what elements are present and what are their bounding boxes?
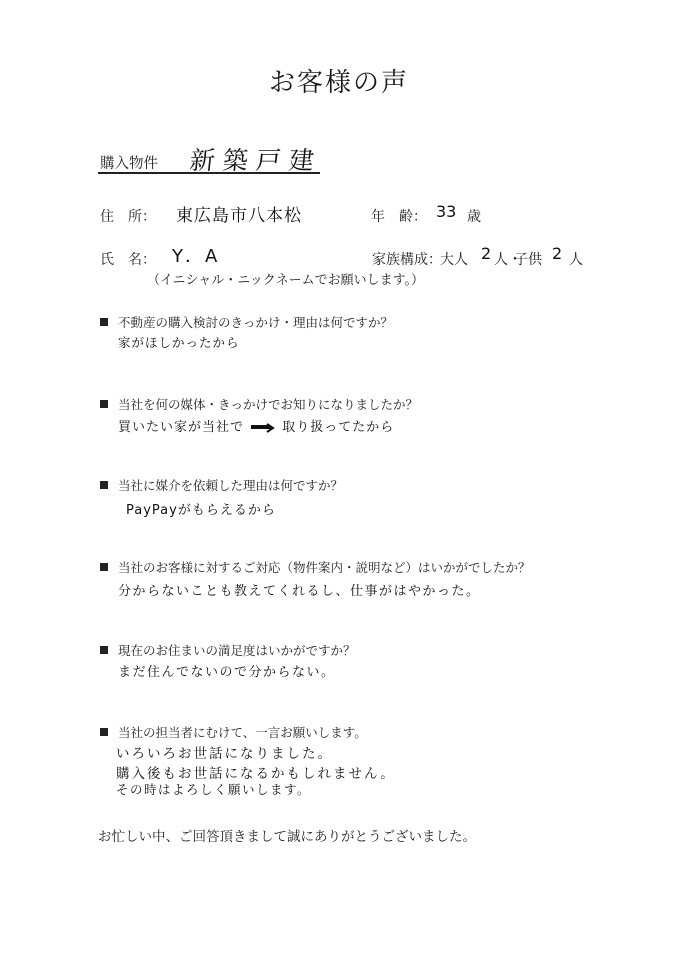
answer-2 [118,416,394,435]
name-note: （イニシャル・ニックネームでお願いします。） [147,273,425,288]
name-label: 氏 名： [100,252,156,268]
answer-3: PayPayがもらえるから [126,503,276,518]
bullet-square [100,563,108,571]
family-adults-unit: 人・ [494,252,522,268]
property-value: 新築戸建 [188,146,324,175]
bullet-square [100,400,108,408]
family-children-unit: 人 [569,252,583,268]
question-5: 現在のお住まいの満足度はいかがですか？ [100,641,356,659]
page-title: お客様の声 [268,68,409,98]
question-4: 当社のお客様に対するご対応（物件案内・説明など）はいかがでしたか？ [100,558,531,576]
question-1: 不動産の購入検討のきっかけ・理由は何ですか？ [100,313,393,331]
question-2: 当社を何の媒体・きっかけでお知りになりましたか？ [100,395,418,413]
answer-4: 分からないことも教えてくれるし、仕事がはやかった。 [118,584,481,599]
name-value: Y．A [172,246,220,267]
address-value: 東広島市八本松 [176,206,302,226]
question-6: 当社の担当者にむけて、一言お願いします。 [100,723,367,741]
answer-1: 家がほしかったから [118,335,240,350]
property-underline [98,172,320,174]
address-label: 住 所： [100,209,156,225]
bullet-square [100,646,108,654]
age-unit: 歳 [467,209,481,225]
family-label: 家族構成： [372,252,442,268]
closing-message: お忙しい中、ご回答頂きまして誠にありがとうございました。 [98,829,476,845]
age-value: 33 [436,202,457,221]
bullet-square [100,318,108,326]
family-children-label: 子供 [514,252,542,268]
family-adults-label: 大人 [440,252,468,268]
answer-2-part-1: 買いたい家が当社で [118,420,245,435]
answer-2-part-2: 取り扱ってたから [282,420,395,435]
answer-5: まだ住んでないので分からない。 [118,665,336,680]
family-children-value: 2 [552,244,563,263]
family-adults-value: 2 [481,244,492,263]
bullet-square [100,481,108,489]
age-label: 年 齢： [371,209,427,225]
answer-6-line-1: いろいろお世話になりました。 [116,746,333,762]
answer-6-line-3: その時はよろしく願いします。 [116,782,312,797]
property-label: 購入物件 [100,156,158,172]
answer-6-line-2: 購入後もお世話になるかもしれません。 [116,766,396,782]
question-3: 当社に媒介を依頼した理由は何ですか？ [100,476,343,494]
scribble-arrow-icon [249,423,277,433]
bullet-square [100,728,108,736]
